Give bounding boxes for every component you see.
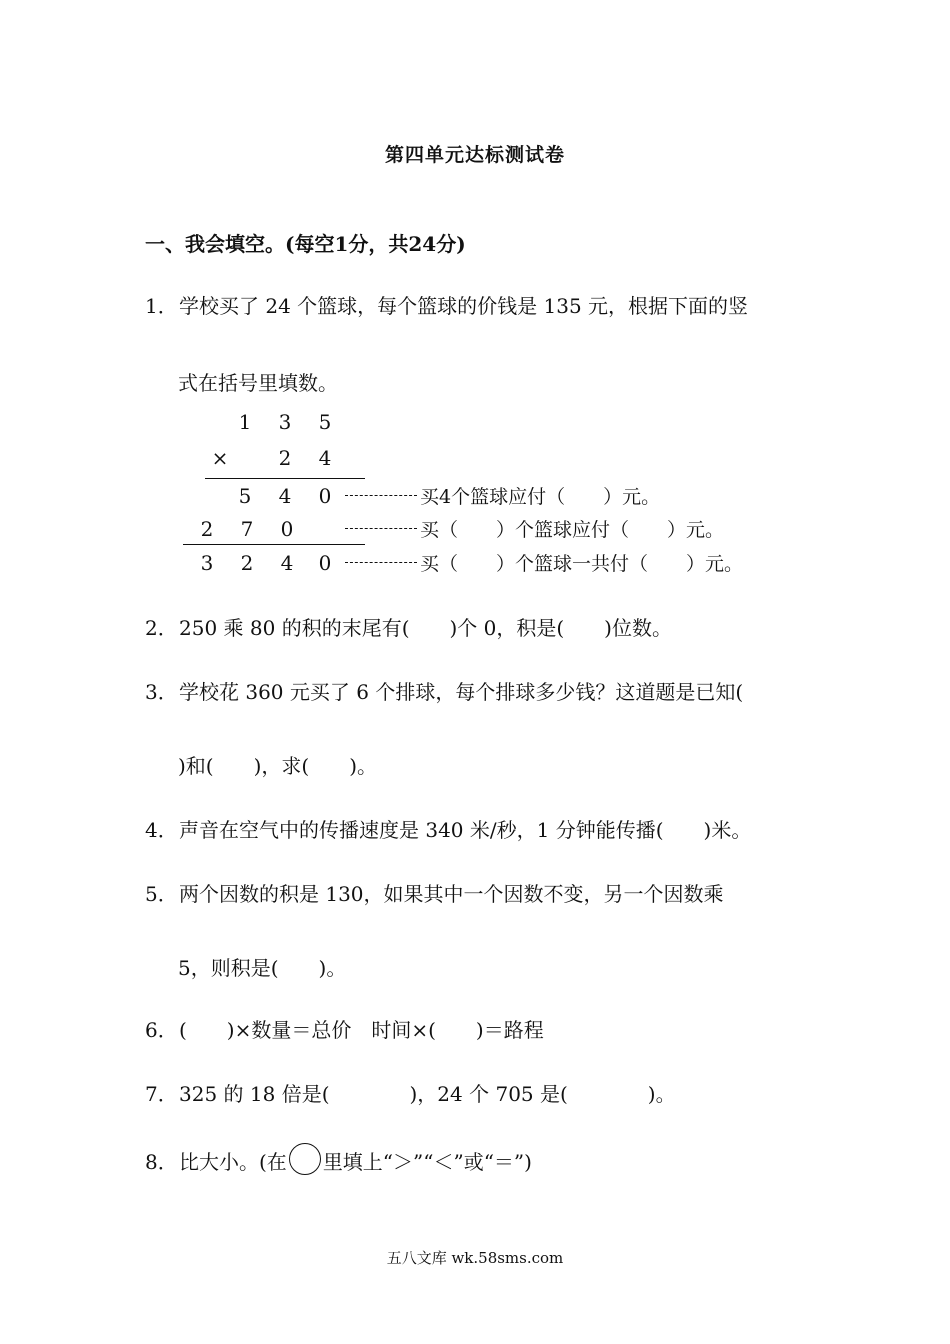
digit: 1: [238, 410, 252, 434]
question-text-before: 比大小。(在: [179, 1150, 287, 1174]
leader-line: [345, 495, 417, 496]
page-title: 第四单元达标测试卷: [384, 144, 565, 166]
digit: 5: [318, 410, 332, 434]
digit: 2: [278, 446, 292, 470]
digit: 2: [200, 517, 214, 541]
question-5-continued: 5，则积是( )。: [178, 956, 347, 980]
digit: 0: [318, 484, 332, 508]
annotation-1: 买4个篮球应付（ ）元。: [420, 486, 661, 508]
question-text: 两个因数的积是 130，如果其中一个因数不变，另一个因数乘: [179, 882, 724, 906]
annotation-2: 买（ ）个篮球应付（ ）元。: [420, 519, 725, 541]
question-number: 2．: [145, 616, 178, 640]
question-6: [145, 1014, 544, 1043]
question-3-continued: )和( )，求( )。: [178, 754, 378, 778]
line-divider: [183, 544, 365, 545]
question-text-after: 里填上“＞”“＜”或“＝”): [322, 1150, 532, 1174]
question-text: 250 乘 80 的积的末尾有( )个 0，积是( )位数。: [179, 616, 672, 640]
question-text: 学校买了 24 个篮球，每个篮球的价钱是 135 元，根据下面的竖: [179, 294, 749, 318]
digit: 3: [200, 551, 214, 575]
digit: 4: [278, 484, 292, 508]
digit: 4: [318, 446, 332, 470]
digit: 4: [280, 551, 294, 575]
question-5: [145, 878, 724, 907]
times-sign: ×: [211, 446, 229, 470]
question-4: [145, 814, 751, 843]
question-number: 6．: [145, 1018, 178, 1042]
leader-line: [345, 562, 417, 563]
annotation-3: 买（ ）个篮球一共付（ ）元。: [420, 553, 744, 575]
question-number: 4．: [145, 818, 178, 842]
question-text: 声音在空气中的传播速度是 340 米/秒，1 分钟能传播( )米。: [179, 818, 752, 842]
digit: 0: [318, 551, 332, 575]
question-text: 325 的 18 倍是( )，24 个 705 是( )。: [179, 1082, 676, 1106]
question-1: [145, 290, 748, 319]
digit: 2: [240, 551, 254, 575]
question-number: 7．: [145, 1082, 178, 1106]
circle-icon: [289, 1143, 321, 1175]
question-text: 学校花 360 元买了 6 个排球，每个排球多少钱？这道题是已知(: [179, 680, 744, 704]
question-number: 5．: [145, 882, 178, 906]
section-heading: 一、我会填空。(每空1分，共24分): [145, 232, 466, 256]
digit: 0: [280, 517, 294, 541]
question-text: ( )×数量＝总价 时间×( )＝路程: [179, 1018, 544, 1042]
question-number: 8．: [145, 1150, 178, 1174]
digit: 7: [240, 517, 254, 541]
question-3: [145, 676, 743, 705]
question-number: 3．: [145, 680, 178, 704]
leader-line: [345, 528, 417, 529]
footer-watermark: 五八文库 wk.58sms.com: [386, 1249, 564, 1267]
question-number: 1．: [145, 294, 178, 318]
digit: 5: [238, 484, 252, 508]
question-1-continued: 式在括号里填数。: [178, 371, 338, 395]
line-divider: [205, 478, 365, 479]
question-2: [145, 612, 672, 641]
question-7: [145, 1078, 676, 1107]
question-8: [145, 1143, 532, 1175]
digit: 3: [278, 410, 292, 434]
